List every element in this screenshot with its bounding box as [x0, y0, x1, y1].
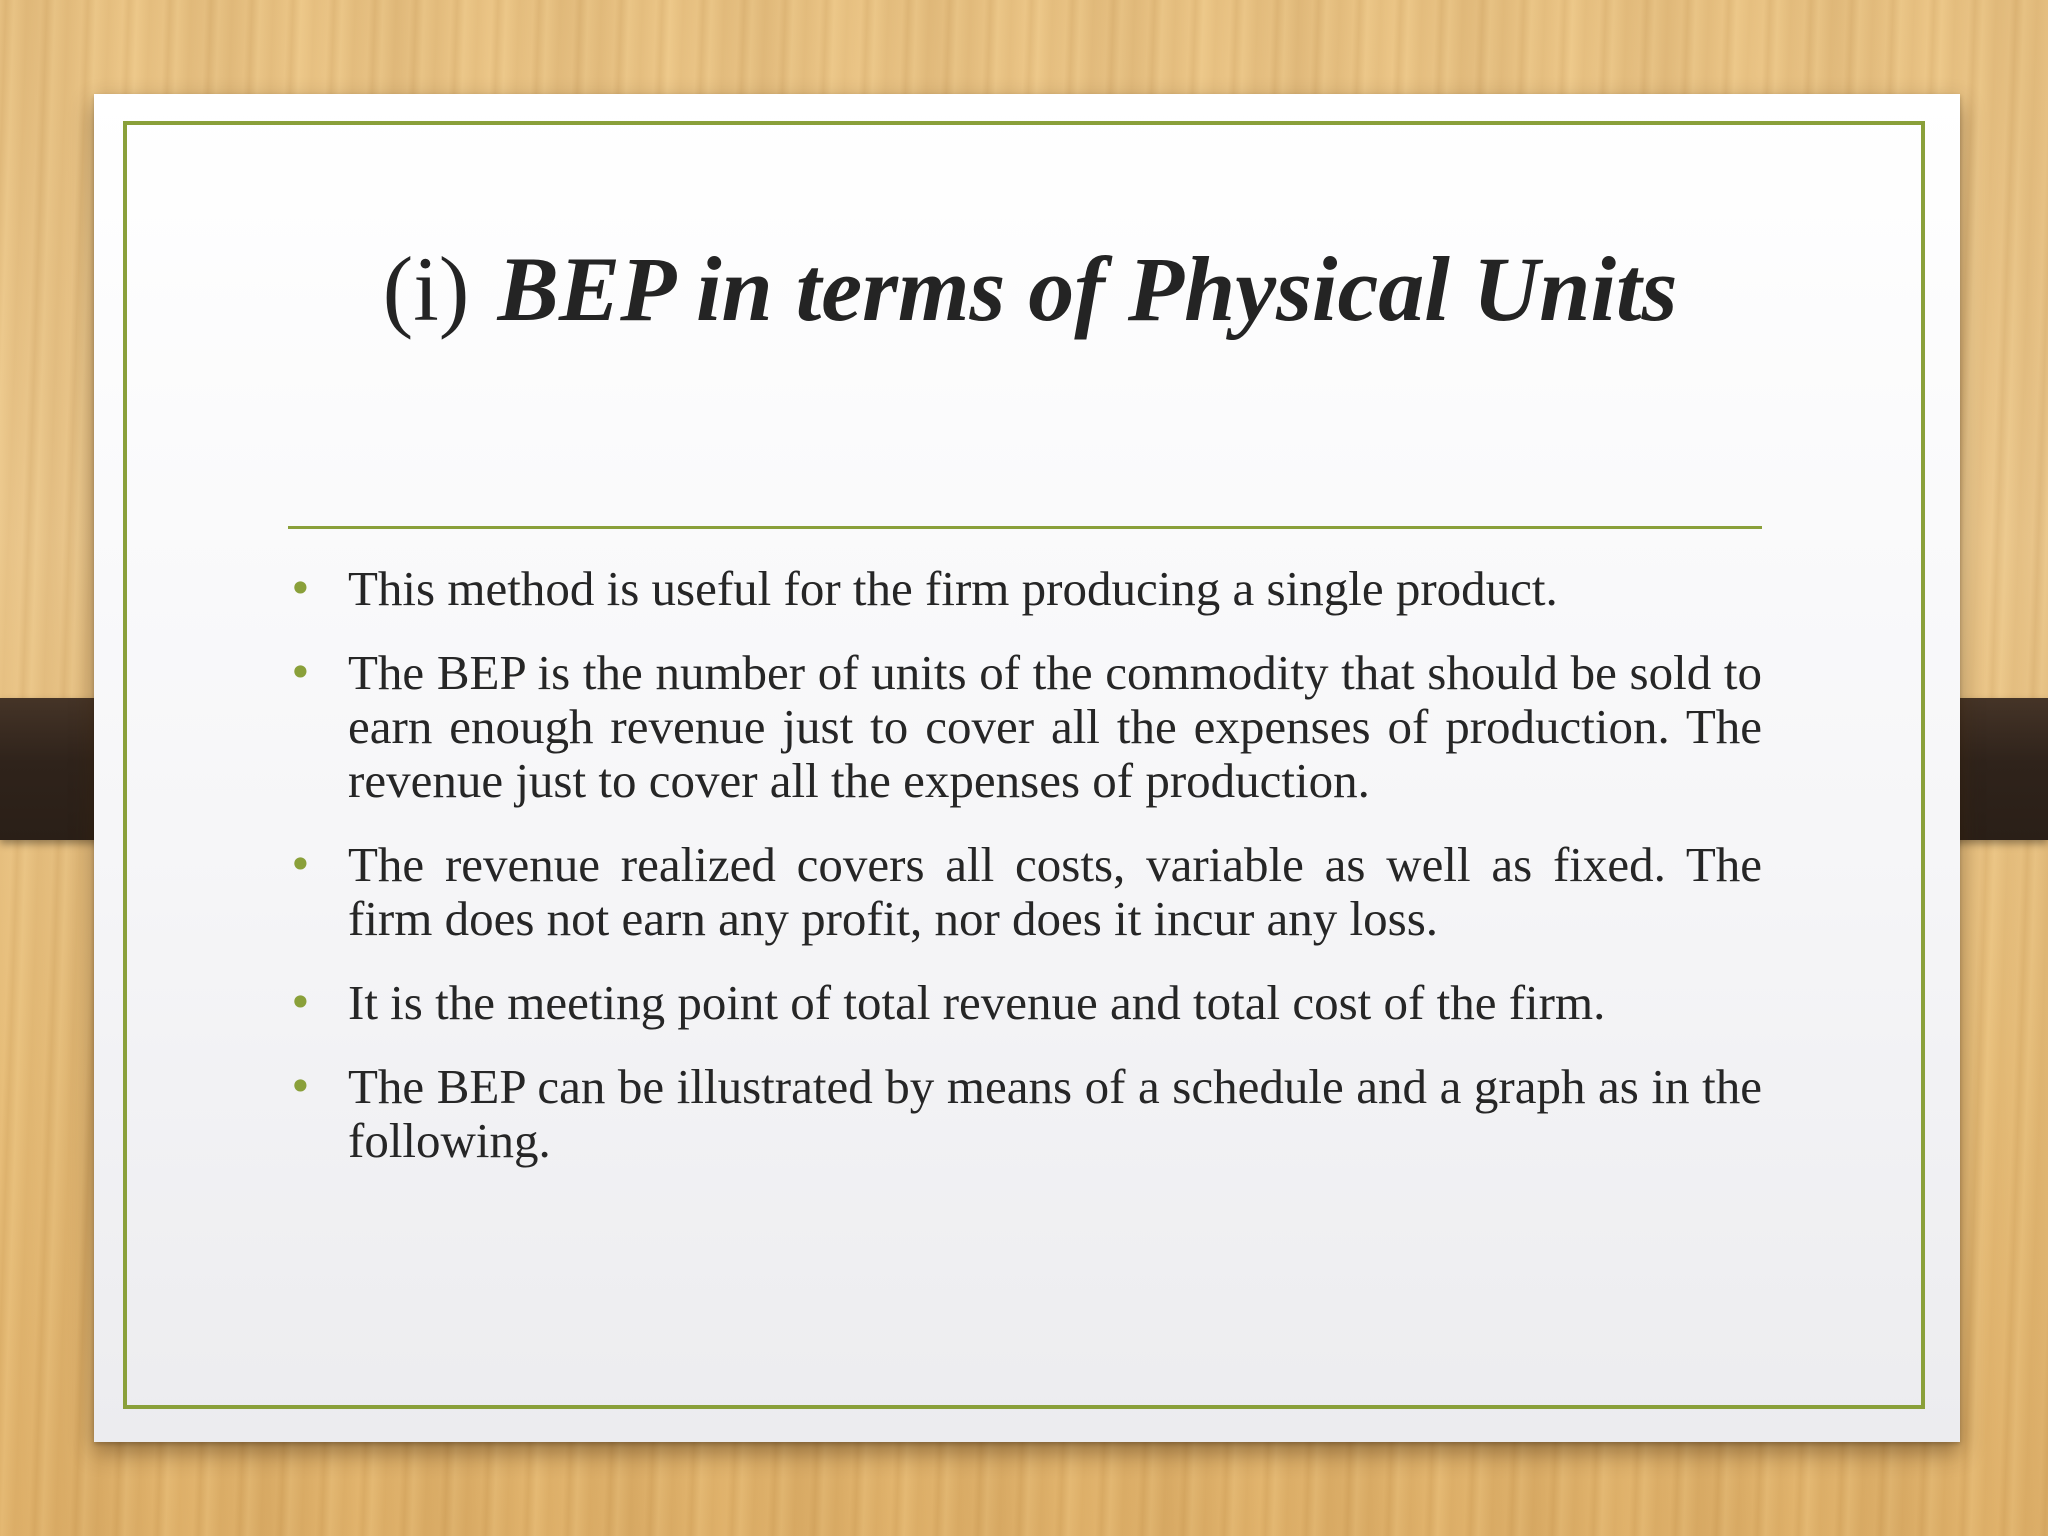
- bullet-icon: •: [288, 648, 313, 697]
- title-number: (i): [382, 238, 470, 340]
- bullet-item: [288, 975, 1762, 1030]
- bullet-icon: •: [288, 564, 313, 613]
- bullet-icon: •: [288, 978, 313, 1027]
- bullet-item: [288, 561, 1762, 616]
- title-divider: [288, 526, 1762, 529]
- bullet-list: [288, 561, 1762, 1198]
- bullet-item: [288, 1059, 1762, 1168]
- bullet-text: This method is useful for the firm producing a single product.: [348, 561, 1558, 616]
- bullet-icon: •: [288, 840, 313, 889]
- bullet-text: The BEP is the number of units of the commodity that should be sold to earn enough revenue just to cover all the expenses of production. The revenue just to cover all the expenses of production.: [348, 645, 1762, 808]
- bullet-text: The revenue realized covers all costs, variable as well as fixed. The firm does not earn any profit, nor does it incur any loss.: [348, 837, 1762, 946]
- bullet-text: It is the meeting point of total revenue and total cost of the firm.: [348, 975, 1606, 1030]
- bullet-item: [288, 645, 1762, 808]
- bullet-text: The BEP can be illustrated by means of a schedule and a graph as in the following.: [348, 1059, 1762, 1168]
- slide-title: [190, 228, 1870, 350]
- bullet-icon: •: [288, 1062, 313, 1111]
- title-text: BEP in terms of Physical Units: [497, 238, 1678, 340]
- bullet-item: [288, 837, 1762, 946]
